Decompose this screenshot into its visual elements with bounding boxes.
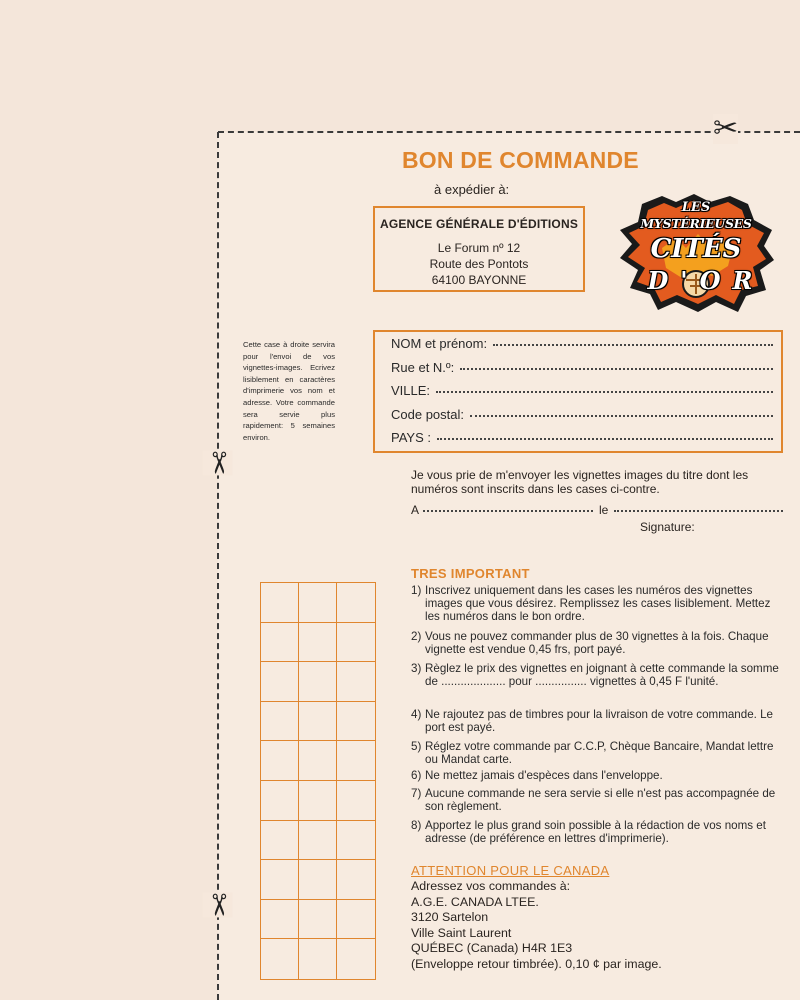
- rule-number: 6): [411, 769, 422, 782]
- name-field-label: NOM et prénom:: [391, 336, 488, 351]
- sticker-number-cell[interactable]: [337, 821, 375, 861]
- sticker-number-cell[interactable]: [299, 623, 337, 663]
- place-field-line[interactable]: [423, 510, 593, 512]
- place-date-line: [411, 503, 783, 517]
- sticker-number-cell[interactable]: [299, 860, 337, 900]
- rule-item: [411, 787, 786, 813]
- scissors-icon: ✂: [713, 112, 739, 145]
- mysterious-cities-logo: [614, 190, 778, 314]
- rule-number: 1): [411, 584, 422, 597]
- city-field-line[interactable]: [436, 391, 773, 393]
- canada-line: 3120 Sartelon: [411, 910, 489, 924]
- sticker-number-cell[interactable]: [337, 781, 375, 821]
- sticker-number-cell[interactable]: [299, 702, 337, 742]
- important-title: TRES IMPORTANT: [411, 566, 530, 581]
- date-label: le: [599, 503, 609, 517]
- sticker-number-cell[interactable]: [261, 821, 299, 861]
- rule-text: Ne rajoutez pas de timbres pour la livraison de votre commande. Le port est payé.: [425, 708, 773, 734]
- rule-number: 3): [411, 662, 422, 675]
- canada-title: ATTENTION POUR LE CANADA: [411, 863, 610, 878]
- postal-code-field-label: Code postal:: [391, 407, 464, 422]
- recipient-address-form: [373, 330, 783, 453]
- address-line: Le Forum nº 12: [437, 241, 521, 255]
- sticker-number-cell[interactable]: [261, 741, 299, 781]
- sticker-number-cell[interactable]: [337, 939, 375, 979]
- sticker-number-cell[interactable]: [261, 781, 299, 821]
- country-field-label: PAYS :: [391, 430, 431, 445]
- sticker-number-cell[interactable]: [337, 860, 375, 900]
- logo-word-les: LES: [681, 200, 711, 215]
- address-line: 64100 BAYONNE: [431, 273, 527, 287]
- rule-text: Règlez le prix des vignettes en joignant à cette commande la somme de .................... pour ................ vignettes à 0,45 F l'unité.: [425, 662, 779, 688]
- sticker-number-cell[interactable]: [337, 623, 375, 663]
- canada-line: (Enveloppe retour timbrée). 0,10 ¢ par image.: [411, 956, 662, 971]
- rule-text: Aucune commande ne sera servie si elle n'est pas accompagnée de son règlement.: [425, 787, 776, 813]
- shipping-address-box: [373, 206, 585, 292]
- rule-text: Vous ne pouvez commander plus de 30 vignettes à la fois. Chaque vignette est vendue 0,45 frs, port payé.: [425, 630, 769, 656]
- name-field[interactable]: [391, 336, 773, 351]
- place-label: A: [411, 503, 420, 517]
- rule-text: Apportez le plus grand soin possible à la rédaction de vos noms et adresse (de préférence en lettres d'imprimerie).: [425, 819, 766, 845]
- address-company: AGENCE GÉNÉRALE D'ÉDITIONS: [379, 217, 579, 231]
- rule-text: Réglez votre commande par C.C.P, Chèque Bancaire, Mandat lettre ou Mandat carte.: [425, 740, 774, 766]
- street-field[interactable]: [391, 360, 773, 375]
- rule-item: [411, 769, 786, 782]
- rule-item: [411, 662, 786, 688]
- sticker-number-cell[interactable]: [299, 900, 337, 940]
- ship-to-label: à expédier à:: [434, 182, 510, 197]
- sticker-number-cell[interactable]: [261, 860, 299, 900]
- logo-word-mysterieuses: MYSTÉRIEUSES: [640, 216, 752, 231]
- signature-label: Signature:: [640, 520, 695, 534]
- name-field-line[interactable]: [493, 344, 773, 346]
- sticker-number-cell[interactable]: [299, 939, 337, 979]
- rule-text: Inscrivez uniquement dans les cases les numéros des vignettes images que vous désirez. Remplissez les cases lisiblement. Mettez les numéros dans le bon ordre.: [425, 584, 771, 623]
- sticker-number-cell[interactable]: [261, 583, 299, 623]
- rule-number: 4): [411, 708, 422, 721]
- scissors-icon: ✂: [201, 892, 235, 918]
- rule-item: [411, 584, 786, 623]
- sticker-number-cell[interactable]: [299, 662, 337, 702]
- rule-item: [411, 819, 786, 845]
- date-field-line[interactable]: [614, 510, 783, 512]
- rule-number: 7): [411, 787, 422, 800]
- rule-item: [411, 708, 786, 734]
- rule-item: [411, 740, 786, 766]
- sticker-number-cell[interactable]: [261, 939, 299, 979]
- rule-text: Ne mettez jamais d'espèces dans l'enveloppe.: [425, 769, 663, 782]
- sticker-number-cell[interactable]: [261, 702, 299, 742]
- sticker-number-cell[interactable]: [337, 583, 375, 623]
- rule-item: [411, 630, 786, 656]
- postal-code-field-line[interactable]: [470, 415, 773, 417]
- country-field[interactable]: [391, 430, 773, 445]
- sticker-number-cell[interactable]: [299, 781, 337, 821]
- logo-word-dor: D'OR: [647, 266, 765, 295]
- sticker-number-cell[interactable]: [299, 741, 337, 781]
- rule-number: 8): [411, 819, 422, 832]
- canada-line: QUÉBEC (Canada) H4R 1E3: [411, 941, 573, 955]
- sticker-number-cell[interactable]: [337, 900, 375, 940]
- sticker-number-cell[interactable]: [299, 821, 337, 861]
- form-title: BON DE COMMANDE: [402, 147, 639, 173]
- sticker-number-cell[interactable]: [337, 702, 375, 742]
- sticker-number-grid: [260, 582, 376, 980]
- sticker-number-cell[interactable]: [337, 741, 375, 781]
- sticker-number-cell[interactable]: [261, 662, 299, 702]
- logo-word-cites: CITÉS: [650, 234, 742, 264]
- sticker-number-cell[interactable]: [261, 623, 299, 663]
- canada-line: Adressez vos commandes à:: [411, 879, 571, 893]
- scissors-icon: ✂: [201, 450, 235, 476]
- cut-line-left: [217, 132, 219, 1000]
- sticker-number-cell[interactable]: [299, 583, 337, 623]
- street-field-line[interactable]: [460, 368, 773, 370]
- instructions-side-note: Cette case à droite servira pour l'envoi de vos vignettes-images. Ecrivez lisiblement en caractères d'imprimerie vos nom et adresse. Votre commande sera servie plus rapidement: 5 semaines environ.: [243, 340, 335, 442]
- request-text: Je vous prie de m'envoyer les vignettes images du titre dont les numéros sont inscrits dans les cases ci-contre.: [411, 468, 749, 496]
- address-line: Route des Pontots: [429, 257, 529, 271]
- postal-code-field[interactable]: [391, 407, 773, 422]
- sticker-number-cell[interactable]: [337, 662, 375, 702]
- city-field[interactable]: [391, 383, 773, 398]
- country-field-line[interactable]: [437, 438, 773, 440]
- rule-number: 2): [411, 630, 422, 643]
- canada-line: A.G.E. CANADA LTEE.: [411, 894, 539, 909]
- street-field-label: Rue et N.º:: [391, 360, 455, 375]
- city-field-label: VILLE:: [391, 383, 431, 398]
- rule-number: 5): [411, 740, 422, 753]
- canada-address: [411, 879, 662, 972]
- sticker-number-cell[interactable]: [261, 900, 299, 940]
- canada-line: Ville Saint Laurent: [411, 925, 512, 940]
